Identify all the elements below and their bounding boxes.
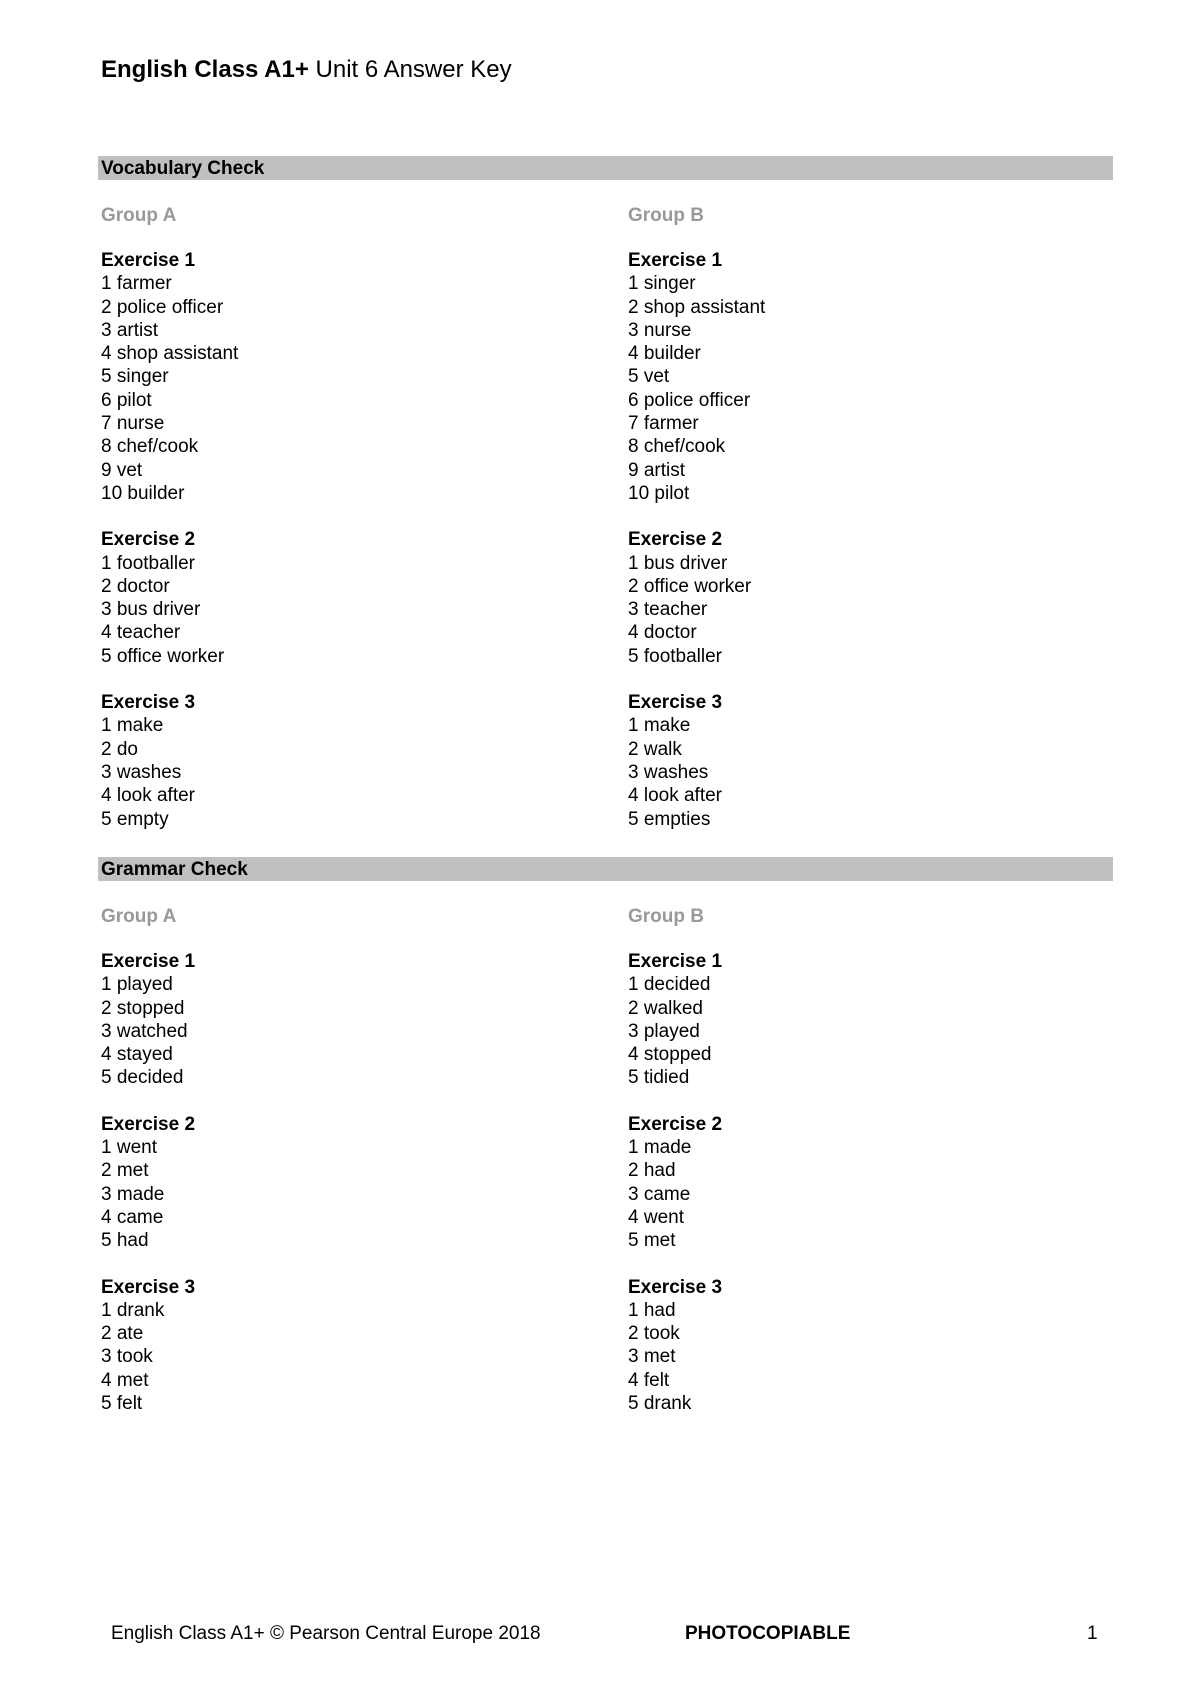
answer-item: 2 had [628, 1160, 676, 1182]
answer-item: 2 ate [101, 1323, 144, 1345]
answer-item: 1 had [628, 1299, 676, 1321]
exercise-block [628, 1276, 1088, 1416]
answer-item: 4 met [101, 1369, 149, 1391]
exercise-title: Exercise 1 [628, 951, 723, 972]
answer-item: 6 police officer [628, 389, 751, 411]
answer-item: 4 look after [101, 785, 195, 807]
answer-item: 5 decided [101, 1067, 184, 1089]
answer-item: 4 look after [628, 785, 722, 807]
grammar-group-b [628, 905, 1088, 1415]
exercise-block [628, 528, 1088, 668]
answer-item: 3 took [101, 1346, 153, 1368]
answer-item: 7 farmer [628, 413, 699, 435]
answer-list [101, 552, 561, 668]
answer-item: 4 builder [628, 343, 701, 365]
exercise-title: Exercise 2 [101, 1113, 196, 1135]
footer-page-number: 1 [1087, 1623, 1098, 1644]
exercise-title: Exercise 3 [101, 692, 196, 714]
page-title-bold: English Class A1+ [101, 56, 309, 83]
group-label: Group B [628, 205, 704, 226]
exercise-block [101, 1276, 561, 1416]
exercise-title: Exercise 3 [101, 1276, 196, 1298]
answer-item: 5 met [628, 1230, 676, 1252]
answer-item: 8 chef/cook [101, 436, 199, 458]
exercise-block [101, 249, 561, 505]
answer-item: 5 empties [628, 808, 711, 830]
answer-item: 4 came [101, 1206, 164, 1228]
answer-item: 1 make [101, 715, 164, 737]
exercise-title: Exercise 2 [628, 529, 723, 551]
answer-item: 3 played [628, 1020, 700, 1042]
answer-item: 2 police officer [101, 296, 224, 318]
answer-item: 3 nurse [628, 319, 692, 341]
answer-item: 2 shop assistant [628, 296, 766, 318]
answer-item: 5 empty [101, 808, 169, 830]
answer-list [628, 714, 1088, 830]
answer-item: 5 felt [101, 1393, 143, 1415]
answer-item: 3 washes [101, 761, 182, 783]
answer-item: 1 footballer [101, 552, 196, 574]
exercise-block [628, 691, 1088, 831]
answer-item: 3 teacher [628, 599, 708, 621]
answer-item: 3 met [628, 1346, 676, 1368]
answer-item: 1 farmer [101, 273, 172, 295]
answer-item: 3 watched [101, 1020, 188, 1042]
answer-item: 10 pilot [628, 482, 690, 504]
exercise-title: Exercise 1 [101, 951, 196, 972]
answer-item: 4 teacher [101, 622, 181, 644]
answer-item: 5 had [101, 1230, 149, 1252]
exercise-block [101, 1113, 561, 1253]
answer-item: 2 do [101, 738, 138, 760]
answer-item: 2 doctor [101, 575, 170, 597]
answer-item: 3 washes [628, 761, 709, 783]
answer-item: 4 stopped [628, 1044, 712, 1066]
exercise-title: Exercise 3 [628, 1276, 723, 1298]
answer-item: 4 shop assistant [101, 343, 239, 365]
answer-item: 9 vet [101, 459, 143, 481]
section-heading-grammar: Grammar Check [98, 857, 1113, 881]
group-label: Group A [101, 205, 177, 226]
answer-item: 7 nurse [101, 413, 165, 435]
answer-item: 6 pilot [101, 389, 152, 411]
answer-item: 1 went [101, 1137, 157, 1159]
answer-item: 3 made [101, 1183, 165, 1205]
section-heading-vocabulary: Vocabulary Check [98, 156, 1113, 180]
answer-item: 3 came [628, 1183, 691, 1205]
answer-item: 3 artist [101, 319, 159, 341]
answer-item: 2 office worker [628, 575, 752, 597]
answer-item: 5 drank [628, 1393, 692, 1415]
answer-list [101, 272, 561, 505]
vocabulary-group-b [628, 204, 1088, 831]
answer-item: 1 bus driver [628, 552, 728, 574]
answer-item: 5 tidied [628, 1067, 690, 1089]
exercise-title: Exercise 2 [628, 1113, 723, 1135]
answer-item: 1 made [628, 1137, 692, 1159]
grammar-group-a [101, 905, 561, 1415]
group-label: Group A [101, 906, 177, 927]
answer-list [628, 552, 1088, 668]
answer-item: 4 went [628, 1206, 684, 1228]
answer-item: 5 vet [628, 366, 670, 388]
answer-item: 9 artist [628, 459, 686, 481]
answer-item: 1 played [101, 974, 173, 996]
footer-copyright: English Class A1+ © Pearson Central Europe 2018 [111, 1623, 541, 1644]
answer-list [101, 714, 561, 830]
exercise-title: Exercise 2 [101, 529, 196, 551]
answer-list [628, 272, 1088, 505]
exercise-block [628, 1113, 1088, 1253]
answer-item: 1 decided [628, 974, 711, 996]
answer-item: 2 met [101, 1160, 149, 1182]
answer-item: 4 stayed [101, 1044, 173, 1066]
exercise-title: Exercise 1 [101, 250, 196, 271]
exercise-block [101, 691, 561, 831]
answer-item: 2 stopped [101, 997, 185, 1019]
answer-item: 4 felt [628, 1369, 670, 1391]
answer-list [101, 973, 561, 1089]
exercise-block [628, 950, 1088, 1090]
answer-item: 1 make [628, 715, 691, 737]
answer-list [628, 973, 1088, 1089]
answer-item: 10 builder [101, 482, 185, 504]
answer-list [101, 1299, 561, 1415]
answer-item: 3 bus driver [101, 599, 201, 621]
answer-item: 4 doctor [628, 622, 697, 644]
answer-item: 1 singer [628, 273, 696, 295]
answer-list [628, 1136, 1088, 1252]
page-title-rest: Unit 6 Answer Key [315, 56, 512, 83]
answer-item: 8 chef/cook [628, 436, 726, 458]
vocabulary-group-a [101, 204, 561, 831]
group-label: Group B [628, 906, 704, 927]
answer-item: 1 drank [101, 1299, 165, 1321]
exercise-title: Exercise 3 [628, 692, 723, 714]
page-title [101, 52, 512, 88]
answer-item: 2 walked [628, 997, 703, 1019]
answer-item: 5 singer [101, 366, 169, 388]
exercise-block [101, 950, 561, 1090]
answer-list [101, 1136, 561, 1252]
answer-list [628, 1299, 1088, 1415]
answer-item: 2 walk [628, 738, 682, 760]
answer-item: 2 took [628, 1323, 680, 1345]
exercise-title: Exercise 1 [628, 250, 723, 271]
answer-item: 5 footballer [628, 645, 723, 667]
exercise-block [101, 528, 561, 668]
exercise-block [628, 249, 1088, 505]
footer-photocopiable: PHOTOCOPIABLE [685, 1623, 851, 1644]
answer-item: 5 office worker [101, 645, 225, 667]
